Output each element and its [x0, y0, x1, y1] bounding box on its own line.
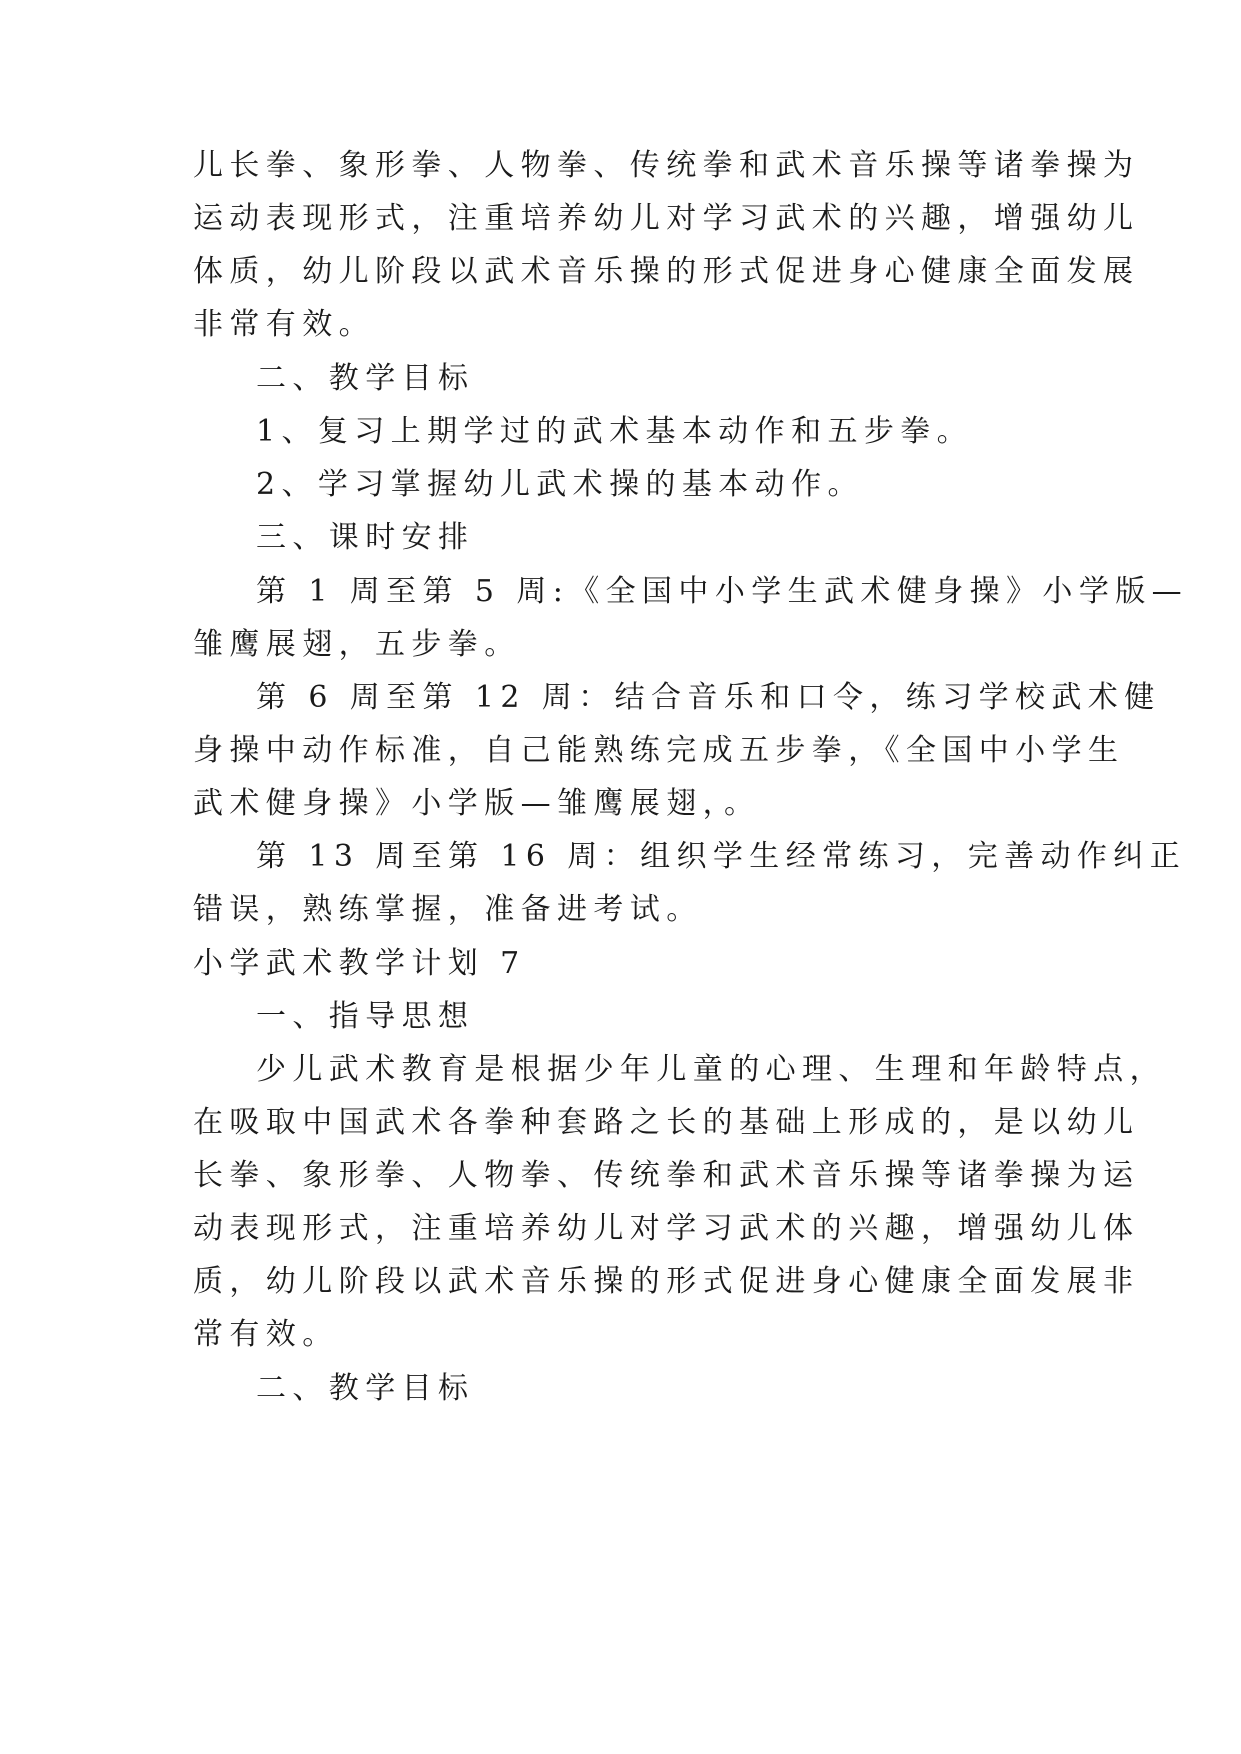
document-title: 小学武术教学计划 7	[193, 946, 526, 981]
paragraph-line: 动表现形式，注重培养幼儿对学习武术的兴趣，增强幼儿体	[193, 1211, 1140, 1246]
paragraph-line: 质，幼儿阶段以武术音乐操的形式促进身心健康全面发展非	[193, 1264, 1140, 1299]
paragraph-line: 第 1 周至第 5 周:《全国中小学生武术健身操》小学版—	[256, 574, 1189, 609]
paragraph-line: 非常有效。	[193, 307, 375, 342]
list-item: 1、复习上期学过的武术基本动作和五步拳。	[256, 414, 974, 449]
section-heading: 二、教学目标	[256, 361, 475, 396]
paragraph-line: 在吸取中国武术各拳种套路之长的基础上形成的，是以幼儿	[193, 1105, 1140, 1140]
paragraph-line: 体质，幼儿阶段以武术音乐操的形式促进身心健康全面发展	[193, 254, 1140, 289]
paragraph-line: 武术健身操》小学版—雏鹰展翅，。	[193, 786, 761, 821]
list-item: 2、学习掌握幼儿武术操的基本动作。	[256, 467, 864, 502]
paragraph-line: 少儿武术教育是根据少年儿童的心理、生理和年龄特点，	[256, 1052, 1166, 1087]
section-heading: 二、教学目标	[256, 1371, 475, 1406]
paragraph-line: 长拳、象形拳、人物拳、传统拳和武术音乐操等诸拳操为运	[193, 1158, 1140, 1193]
paragraph-line: 错误，熟练掌握，准备进考试。	[193, 892, 703, 927]
paragraph-line: 身操中动作标准，自己能熟练完成五步拳，《全国中小学生	[193, 733, 1125, 768]
paragraph-line: 第 6 周至第 12 周：结合音乐和口令，练习学校武术健	[256, 680, 1161, 715]
section-heading: 一、指导思想	[256, 999, 475, 1034]
paragraph-line: 第 13 周至第 16 周：组织学生经常练习，完善动作纠正	[256, 839, 1187, 874]
paragraph-line: 雏鹰展翅，五步拳。	[193, 627, 521, 662]
paragraph-line: 运动表现形式，注重培养幼儿对学习武术的兴趣，增强幼儿	[193, 201, 1140, 236]
section-heading: 三、课时安排	[256, 520, 475, 555]
paragraph-line: 常有效。	[193, 1317, 339, 1352]
paragraph-line: 儿长拳、象形拳、人物拳、传统拳和武术音乐操等诸拳操为	[193, 148, 1140, 183]
